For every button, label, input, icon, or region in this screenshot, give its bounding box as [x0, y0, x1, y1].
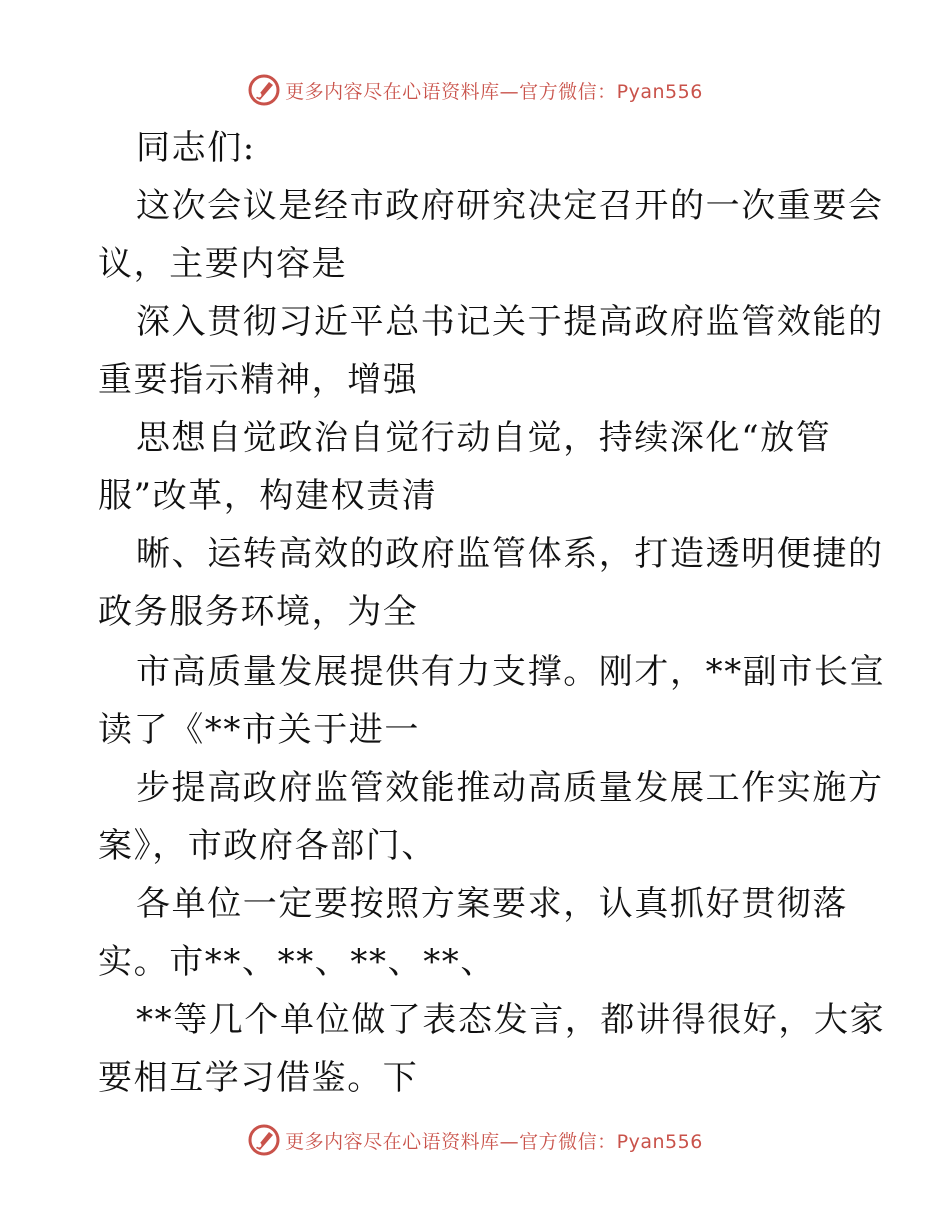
greeting: 同志们: — [136, 128, 256, 168]
quill-logo-icon — [247, 1123, 281, 1157]
paragraph-line: 重要指示精神，增强 — [98, 360, 419, 400]
paragraph-line: 服”改革，构建权责清 — [98, 476, 438, 516]
watermark-text: 更多内容尽在心语资料库—官方微信：Pyan556 — [285, 80, 703, 103]
paragraph-line: 案》，市政府各部门、 — [98, 826, 437, 866]
paragraph-line: 各单位一定要按照方案要求，认真抓好贯彻落 — [136, 884, 848, 924]
paragraph-line: 政务服务环境，为全 — [98, 592, 419, 632]
paragraph-line: 步提高政府监管效能推动高质量发展工作实施方 — [136, 768, 884, 808]
footer-watermark — [0, 1120, 950, 1160]
paragraph-line: 实。市**、**、**、**、 — [98, 942, 496, 982]
paragraph-line: **等几个单位做了表态发言，都讲得很好，大家 — [136, 1000, 886, 1040]
header-watermark — [0, 70, 950, 110]
paragraph-line: 读了《**市关于进一 — [98, 710, 420, 750]
paragraph-line: 议，主要内容是 — [98, 244, 348, 284]
paragraph-line: 要相互学习借鉴。下 — [98, 1058, 419, 1098]
paragraph-line: 思想自觉政治自觉行动自觉，持续深化“放管 — [136, 418, 832, 458]
quill-logo-icon — [247, 73, 281, 107]
watermark-text: 更多内容尽在心语资料库—官方微信：Pyan556 — [285, 1130, 703, 1153]
paragraph-line: 深入贯彻习近平总书记关于提高政府监管效能的 — [136, 302, 884, 342]
paragraph-line: 市高质量发展提供有力支撑。刚才，**副市长宣 — [136, 652, 886, 692]
paragraph-line: 晰、运转高效的政府监管体系，打造透明便捷的 — [136, 534, 884, 574]
paragraph-line: 这次会议是经市政府研究决定召开的一次重要会 — [136, 186, 884, 226]
